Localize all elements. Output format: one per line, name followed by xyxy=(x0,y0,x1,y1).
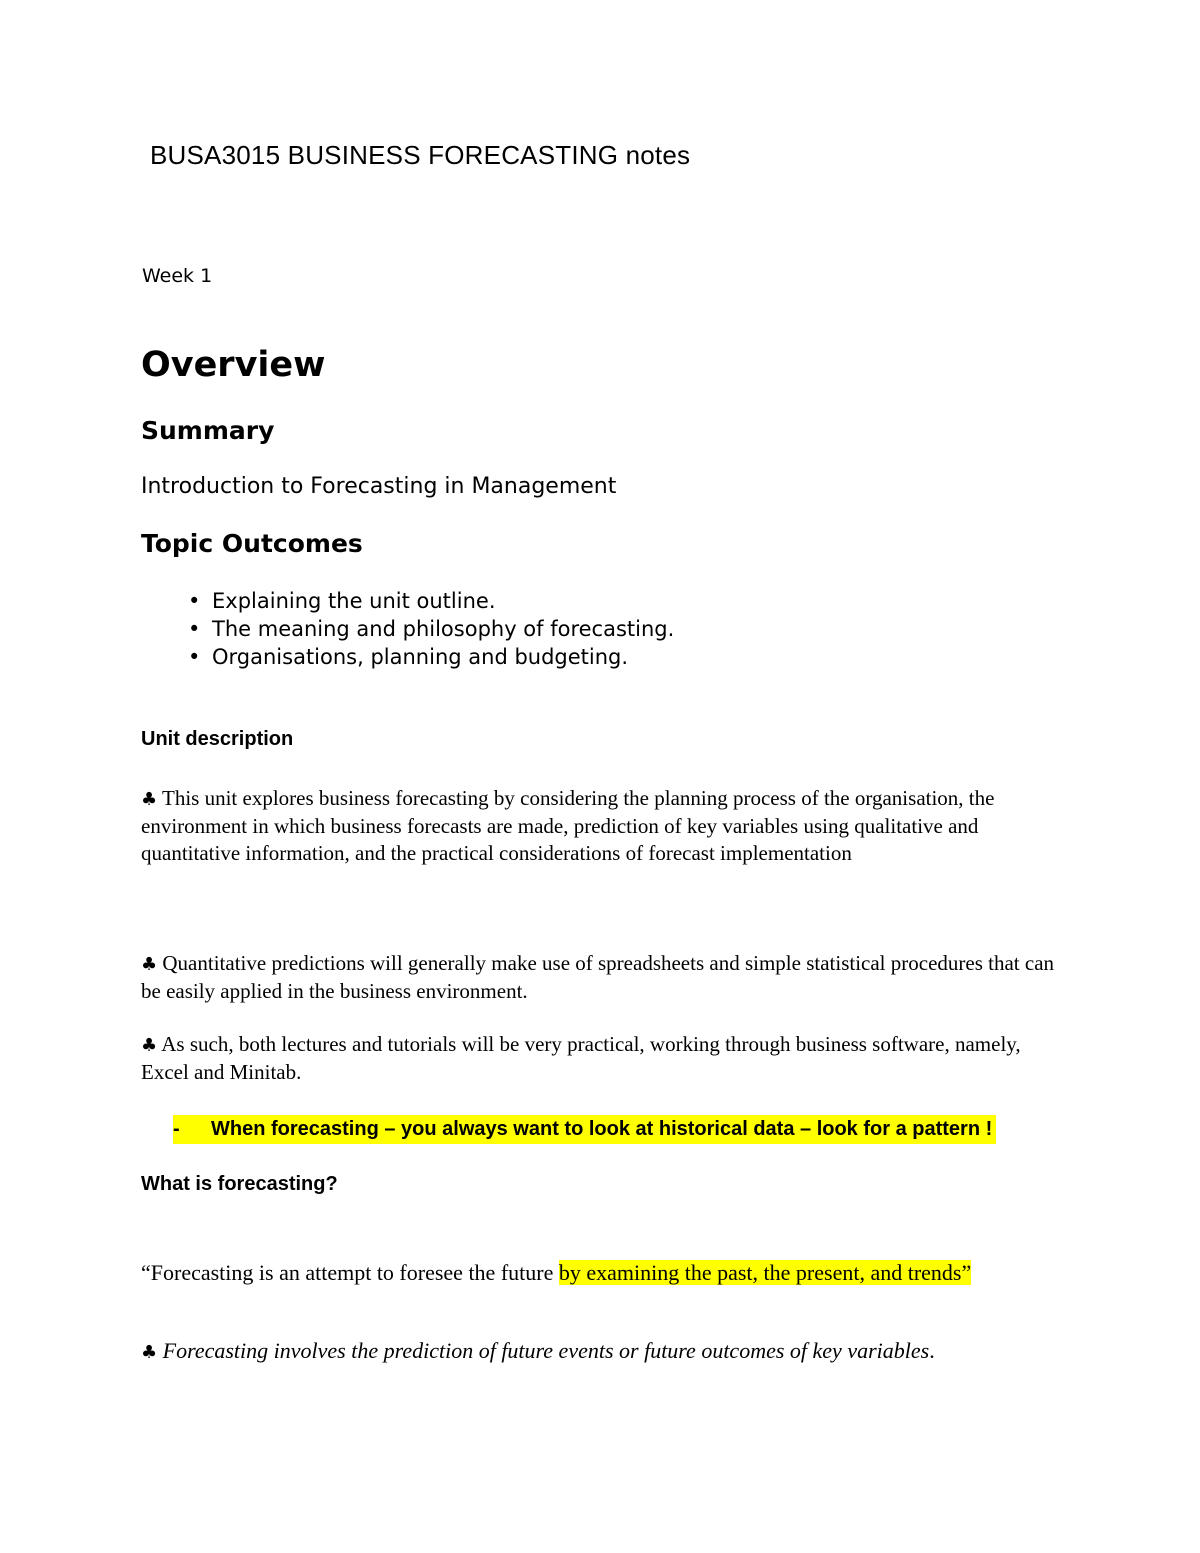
definition-text: Forecasting involves the prediction of future events or future outcomes of key variables xyxy=(162,1338,930,1363)
outcome-text: Explaining the unit outline. xyxy=(212,589,496,613)
club-bullet-icon: ♣ xyxy=(141,1342,158,1363)
dash-bullet: - xyxy=(173,1118,180,1140)
paragraph-text: Quantitative predictions will generally make use of spreadsheets and simple statistical procedures that can be easily applied in the business environment. xyxy=(141,951,1055,1003)
list-item xyxy=(188,643,674,671)
club-bullet-icon: ♣ xyxy=(141,1035,158,1056)
definition-period: . xyxy=(929,1338,935,1363)
bullet-icon: • xyxy=(188,589,201,613)
highlighted-note xyxy=(173,1115,996,1144)
week-label: Week 1 xyxy=(142,265,213,287)
list-item xyxy=(188,615,674,643)
club-bullet-icon: ♣ xyxy=(141,954,158,975)
forecasting-quote xyxy=(141,1258,971,1287)
bullet-icon: • xyxy=(188,617,201,641)
outcome-text: Organisations, planning and budgeting. xyxy=(212,645,629,669)
topic-outcomes-heading: Topic Outcomes xyxy=(141,529,363,558)
highlighted-note-text: When forecasting – you always want to look at historical data – look for a pattern ! xyxy=(211,1118,993,1140)
bullet-icon: • xyxy=(188,645,201,669)
topic-outcomes-list xyxy=(188,587,674,671)
overview-heading: Overview xyxy=(141,345,326,385)
description-paragraph-2 xyxy=(141,950,1061,1005)
description-paragraph-1 xyxy=(141,785,1061,867)
what-is-forecasting-heading: What is forecasting? xyxy=(141,1173,338,1195)
description-paragraph-3 xyxy=(141,1031,1061,1086)
quote-highlight: by examining the past, the present, and trends” xyxy=(558,1260,972,1285)
list-item xyxy=(188,587,674,615)
outcome-text: The meaning and philosophy of forecasting. xyxy=(212,617,675,641)
summary-text: Introduction to Forecasting in Management xyxy=(141,474,617,499)
paragraph-text: This unit explores business forecasting by considering the planning process of the organisation, the environment in which business forecasts are made, prediction of key variables using qualitative and quantitative information, and the practical considerations of forecast implementation xyxy=(141,786,995,865)
document-title: BUSA3015 BUSINESS FORECASTING notes xyxy=(150,140,691,170)
summary-heading: Summary xyxy=(141,416,275,445)
unit-description-heading: Unit description xyxy=(141,728,294,750)
club-bullet-icon: ♣ xyxy=(141,789,158,810)
quote-text: “Forecasting is an attempt to foresee the future xyxy=(141,1260,559,1285)
paragraph-text: As such, both lectures and tutorials will be very practical, working through business software, namely, Excel and Minitab. xyxy=(141,1032,1021,1084)
forecasting-definition xyxy=(141,1338,935,1364)
